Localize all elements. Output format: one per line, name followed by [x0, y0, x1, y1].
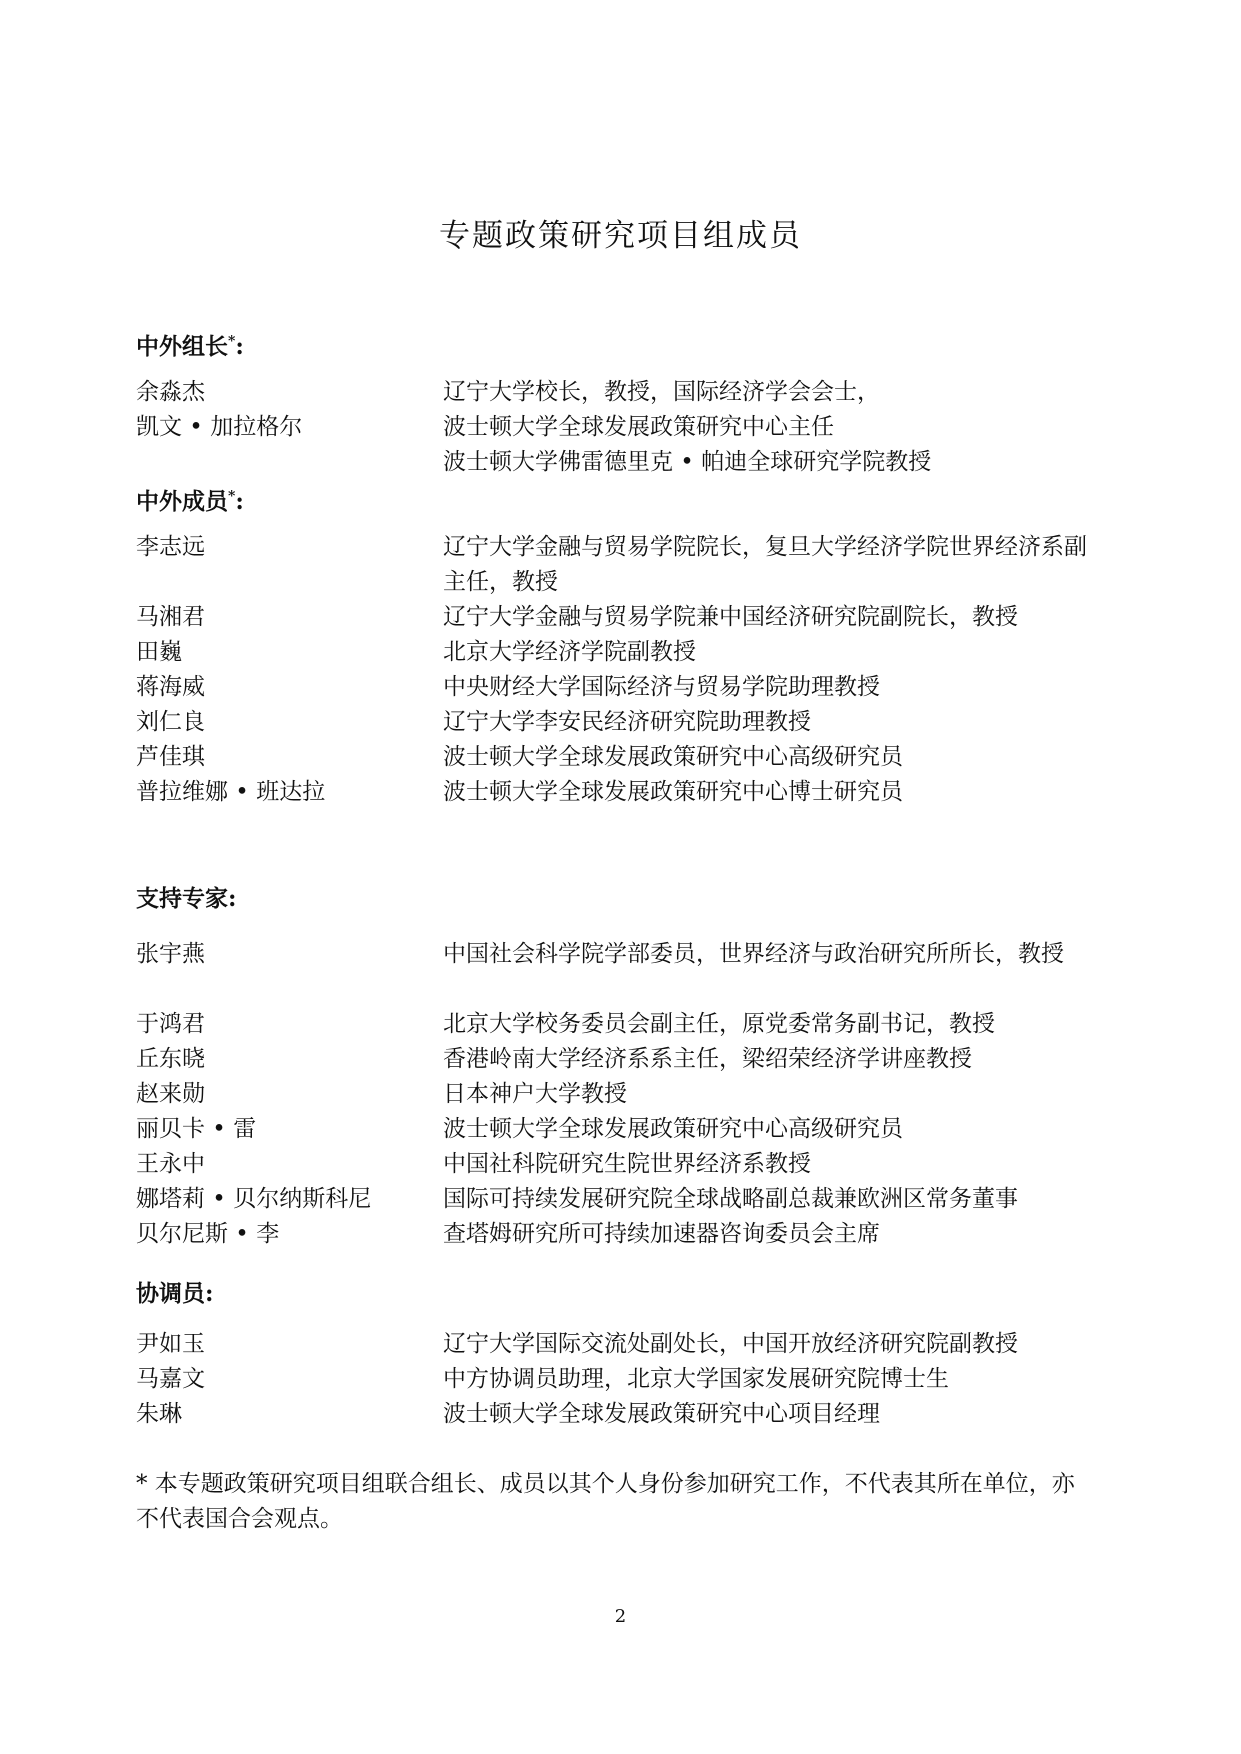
member-role: 辽宁大学金融与贸易学院兼中国经济研究院副院长，教授	[443, 604, 1018, 630]
member-name: 凯文 • 加拉格尔	[136, 414, 303, 440]
member-name: 丘东晓	[136, 1046, 205, 1072]
member-name: 王永中	[136, 1151, 205, 1177]
section-heading-experts	[136, 882, 237, 916]
member-role: 波士顿大学全球发展政策研究中心主任	[443, 414, 834, 440]
member-role: 辽宁大学金融与贸易学院院长，复旦大学经济学院世界经济系副主任，教授	[443, 534, 1087, 595]
member-name: 余淼杰	[136, 379, 205, 405]
footnote-marker: *	[228, 488, 236, 505]
section-heading-text: 协调员	[136, 1280, 205, 1307]
member-role: 辽宁大学李安民经济研究院助理教授	[443, 709, 811, 735]
member-role: 日本神户大学教授	[443, 1081, 627, 1107]
member-role: 中国社科院研究生院世界经济系教授	[443, 1151, 811, 1177]
member-name: 普拉维娜 • 班达拉	[136, 779, 326, 805]
member-name: 赵来勋	[136, 1081, 205, 1107]
member-name: 尹如玉	[136, 1331, 205, 1357]
member-name: 贝尔尼斯 • 李	[136, 1221, 280, 1247]
member-name: 李志远	[136, 534, 205, 560]
section-heading-coordinators	[136, 1277, 214, 1311]
footnote: * 本专题政策研究项目组联合组长、成员以其个人身份参加研究工作，不代表其所在单位，亦不代表国合会观点。	[136, 1471, 1075, 1532]
member-name: 朱琳	[136, 1401, 182, 1427]
section-heading-text: 中外组长	[136, 333, 228, 360]
section-heading-members	[136, 485, 244, 519]
member-name: 芦佳琪	[136, 744, 205, 770]
member-role: 中国社会科学院学部委员，世界经济与政治研究所所长，教授	[443, 941, 1064, 967]
heading-colon: :	[235, 488, 244, 515]
member-role: 北京大学校务委员会副主任，原党委常务副书记，教授	[443, 1011, 995, 1037]
member-role: 辽宁大学国际交流处副处长，中国开放经济研究院副教授	[443, 1331, 1018, 1357]
member-name: 丽贝卡 • 雷	[136, 1116, 257, 1142]
member-name: 马湘君	[136, 604, 205, 630]
heading-colon: :	[205, 1280, 214, 1307]
member-role: 北京大学经济学院副教授	[443, 639, 696, 665]
heading-colon: :	[228, 885, 237, 912]
member-role: 中方协调员助理，北京大学国家发展研究院博士生	[443, 1366, 949, 1392]
section-heading-text: 中外成员	[136, 488, 228, 515]
member-role: 波士顿大学佛雷德里克 • 帕迪全球研究学院教授	[443, 449, 932, 475]
member-role: 波士顿大学全球发展政策研究中心博士研究员	[443, 779, 903, 805]
member-name: 张宇燕	[136, 941, 205, 967]
member-role: 中央财经大学国际经济与贸易学院助理教授	[443, 674, 880, 700]
member-role: 波士顿大学全球发展政策研究中心项目经理	[443, 1401, 880, 1427]
member-role: 波士顿大学全球发展政策研究中心高级研究员	[443, 1116, 903, 1142]
member-name: 田巍	[136, 639, 182, 665]
page-number: 2	[614, 1606, 627, 1627]
member-name: 马嘉文	[136, 1366, 205, 1392]
section-heading-text: 支持专家	[136, 885, 228, 912]
member-role: 国际可持续发展研究院全球战略副总裁兼欧洲区常务董事	[443, 1186, 1018, 1212]
member-name: 于鸿君	[136, 1011, 205, 1037]
footnote-marker: *	[228, 333, 236, 350]
member-name: 刘仁良	[136, 709, 205, 735]
member-role: 查塔姆研究所可持续加速器咨询委员会主席	[443, 1221, 880, 1247]
heading-colon: :	[235, 333, 244, 360]
member-role: 波士顿大学全球发展政策研究中心高级研究员	[443, 744, 903, 770]
member-name: 蒋海威	[136, 674, 205, 700]
member-role: 辽宁大学校长，教授，国际经济学会会士，	[443, 379, 880, 405]
member-name: 娜塔莉 • 贝尔纳斯科尼	[136, 1186, 372, 1212]
page-title: 专题政策研究项目组成员	[439, 218, 802, 254]
section-heading-co-leaders	[136, 330, 244, 364]
member-role: 香港岭南大学经济系系主任，梁绍荣经济学讲座教授	[443, 1046, 972, 1072]
